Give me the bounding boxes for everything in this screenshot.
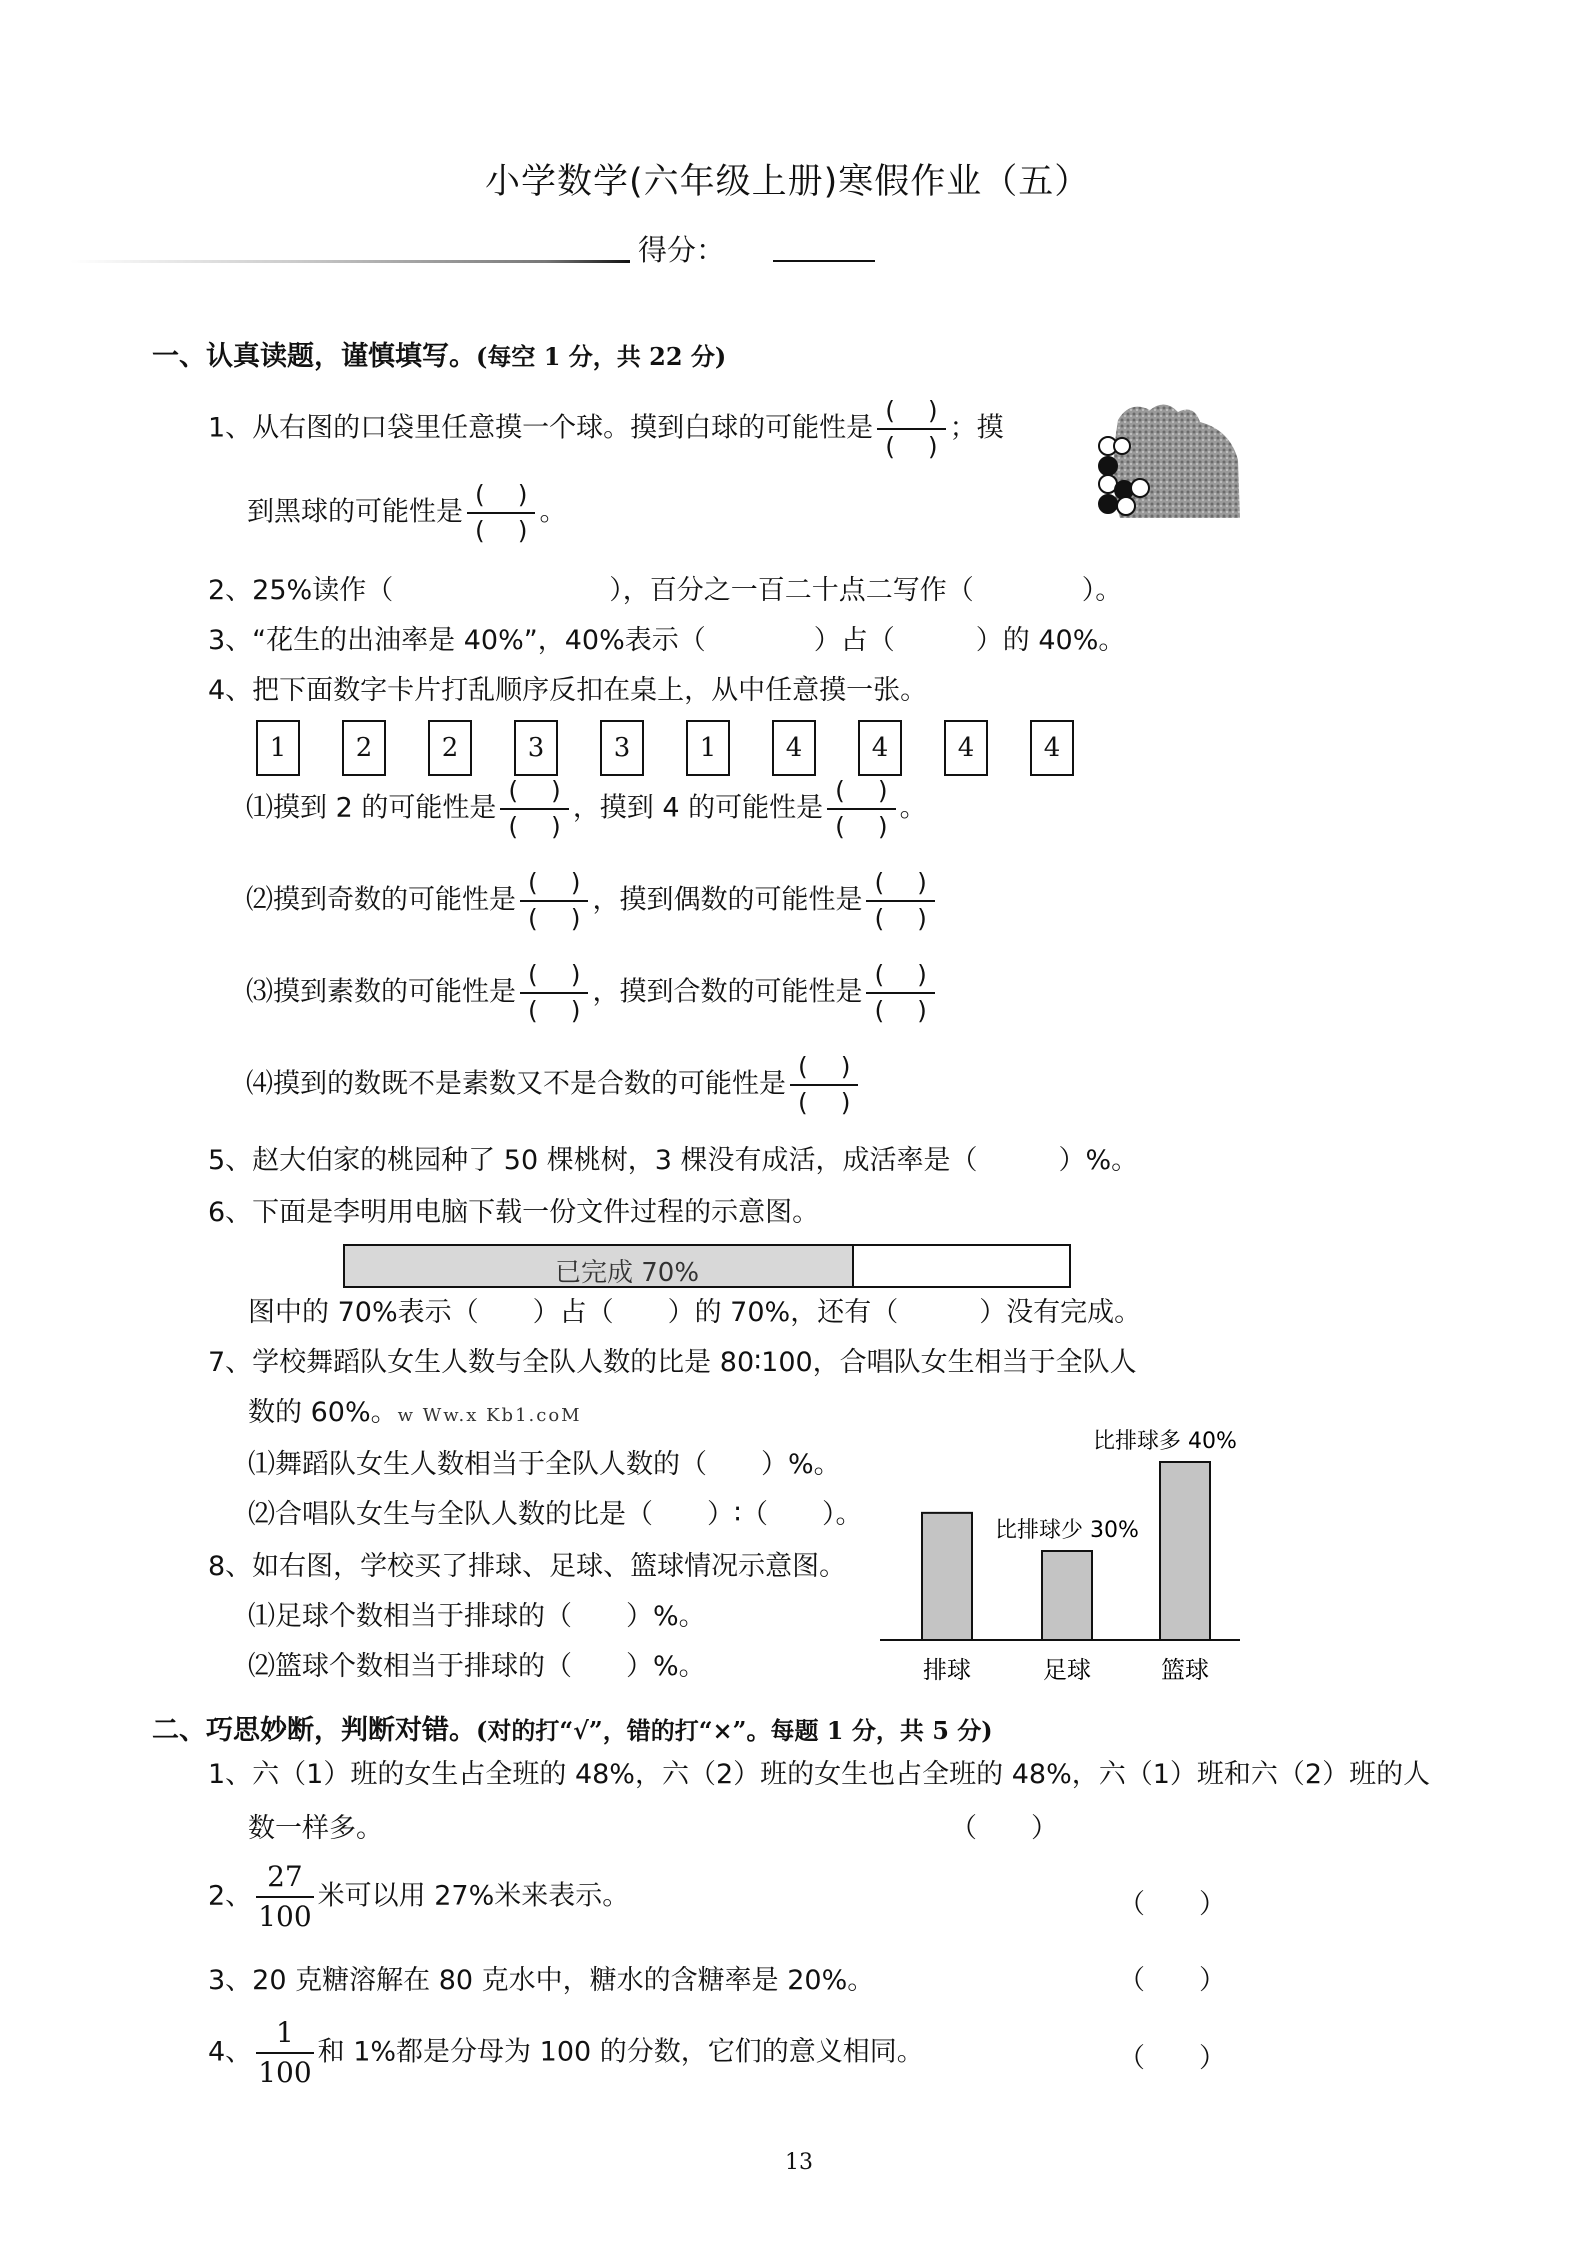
q1-line2: 到黑球的可能性是 $\frac{( )}{( )}$ 。 <box>247 478 566 548</box>
watermark-text: w Ww.x Kb1.coM <box>397 1405 582 1426</box>
number-card: 2 <box>428 720 472 776</box>
section2-heading: 二、巧思妙断，判断对错。(对的打“√”，错的打“×”。每题 1 分，共 5 分) <box>152 1715 993 1746</box>
q4-part4: ⑷摸到的数既不是素数又不是合数的可能性是 $\frac{( )}{( )}$ <box>246 1050 862 1120</box>
q7-line1: 7、学校舞蹈队女生人数与全队人数的比是 80∶100，合唱队女生相当于全队人 <box>208 1347 1137 1378</box>
page-title: 小学数学(六年级上册)寒假作业（五） <box>485 162 1091 202</box>
number-card: 3 <box>514 720 558 776</box>
q8-part2: ⑵篮球个数相当于排球的（ ）%。 <box>248 1651 706 1682</box>
category-label: 排球 <box>923 1656 971 1684</box>
q4: 4、把下面数字卡片打乱顺序反扣在桌上，从中任意摸一张。 <box>208 675 928 706</box>
score-blank[interactable] <box>773 260 875 262</box>
name-line <box>70 260 630 263</box>
number-card: 1 <box>256 720 300 776</box>
q7-line2: 数的 60%。w Ww.x Kb1.coM <box>248 1397 582 1428</box>
section1-heading: 一、认真读题，谨慎填写。(每空 1 分，共 22 分) <box>152 341 727 372</box>
q1-line1: 1、从右图的口袋里任意摸一个球。摸到白球的可能性是 $\frac{( )}{( )}$ ；摸 <box>208 394 1004 464</box>
s2-q1-line2: 数一样多。 <box>248 1813 383 1844</box>
number-card: 3 <box>600 720 644 776</box>
q5: 5、赵大伯家的桃园种了 50 棵桃树，3 棵没有成活，成活率是（ ）%。 <box>208 1145 1139 1176</box>
q8: 8、如右图，学校买了排球、足球、篮球情况示意图。 <box>208 1551 847 1582</box>
q3: 3、“花生的出油率是 40%”，40%表示（ ）占（ ）的 40%。 <box>208 625 1126 656</box>
q6: 6、下面是李明用电脑下载一份文件过程的示意图。 <box>208 1197 820 1228</box>
q7-part2: ⑵合唱队女生与全队人数的比是（ ）∶（ ）。 <box>248 1499 863 1530</box>
q4-part1: ⑴摸到 2 的可能性是 $\frac{( )}{( )}$ ，摸到 4 的可能性是 $\frac{( )}{( )}$ 。 <box>246 776 927 841</box>
bar-1 <box>1042 1551 1092 1640</box>
number-card: 4 <box>772 720 816 776</box>
q7-part1: ⑴舞蹈队女生人数相当于全队人数的（ ）%。 <box>248 1449 841 1480</box>
q1-white-fraction[interactable]: $\frac{( )}{( )}$ <box>877 394 945 464</box>
s2-q2: 2、 $\frac{27}{100}$ 米可以用 27%米来表示。 <box>208 1858 629 1936</box>
category-label: 篮球 <box>1161 1656 1209 1684</box>
score-label: 得分： <box>638 233 726 267</box>
number-card: 4 <box>1030 720 1074 776</box>
number-card: 4 <box>944 720 988 776</box>
s2-q2-answer[interactable]: （ ） <box>1118 1889 1226 1920</box>
ball-bar-chart <box>870 1410 1250 1700</box>
q4-part3: ⑶摸到素数的可能性是 $\frac{( )}{( )}$ ，摸到合数的可能性是 $\frac{( )}{( )}$ <box>246 958 939 1028</box>
bar-annotation: 比排球少 30% <box>995 1518 1139 1543</box>
s2-q3-answer[interactable]: （ ） <box>1118 1965 1226 1996</box>
s2-q4: 4、 $\frac{1}{100}$ 和 1%都是分母为 100 的分数，它们的意义相同。 <box>208 2014 924 2092</box>
page-number: 13 <box>785 2150 813 2175</box>
q2: 2、25%读作（ ），百分之一百二十点二写作（ ）。 <box>208 575 1123 606</box>
s2-q1-answer[interactable]: （ ） <box>950 1813 1058 1844</box>
bar-2 <box>1160 1462 1210 1640</box>
s2-q3: 3、20 克糖溶解在 80 克水中，糖水的含糖率是 20%。 <box>208 1965 875 1996</box>
ball-bag-illustration <box>1090 400 1240 524</box>
fraction-27-100: $\frac{27}{100}$ <box>258 1860 312 1933</box>
category-label: 足球 <box>1043 1656 1091 1684</box>
fraction-1-100: $\frac{1}{100}$ <box>258 2016 312 2089</box>
bar-annotation: 比排球多 40% <box>1093 1429 1237 1454</box>
s2-q1-line1: 1、六（1）班的女生占全班的 48%，六（2）班的女生也占全班的 48%，六（1）班和六（2）班的人 <box>208 1759 1431 1790</box>
q8-part1: ⑴足球个数相当于排球的（ ）%。 <box>248 1601 706 1632</box>
number-card: 2 <box>342 720 386 776</box>
q1-black-fraction[interactable]: $\frac{( )}{( )}$ <box>467 478 535 548</box>
download-progress-bar <box>343 1244 1071 1288</box>
bar-0 <box>922 1513 972 1640</box>
q6-line: 图中的 70%表示（ ）占（ ）的 70%，还有（ ）没有完成。 <box>248 1297 1142 1328</box>
s2-q4-answer[interactable]: （ ） <box>1118 2043 1226 2074</box>
progress-label: 已完成 70% <box>555 1258 700 1288</box>
number-card: 1 <box>686 720 730 776</box>
number-card: 4 <box>858 720 902 776</box>
q4-part2: ⑵摸到奇数的可能性是 $\frac{( )}{( )}$ ，摸到偶数的可能性是 $\frac{( )}{( )}$ <box>246 866 939 936</box>
